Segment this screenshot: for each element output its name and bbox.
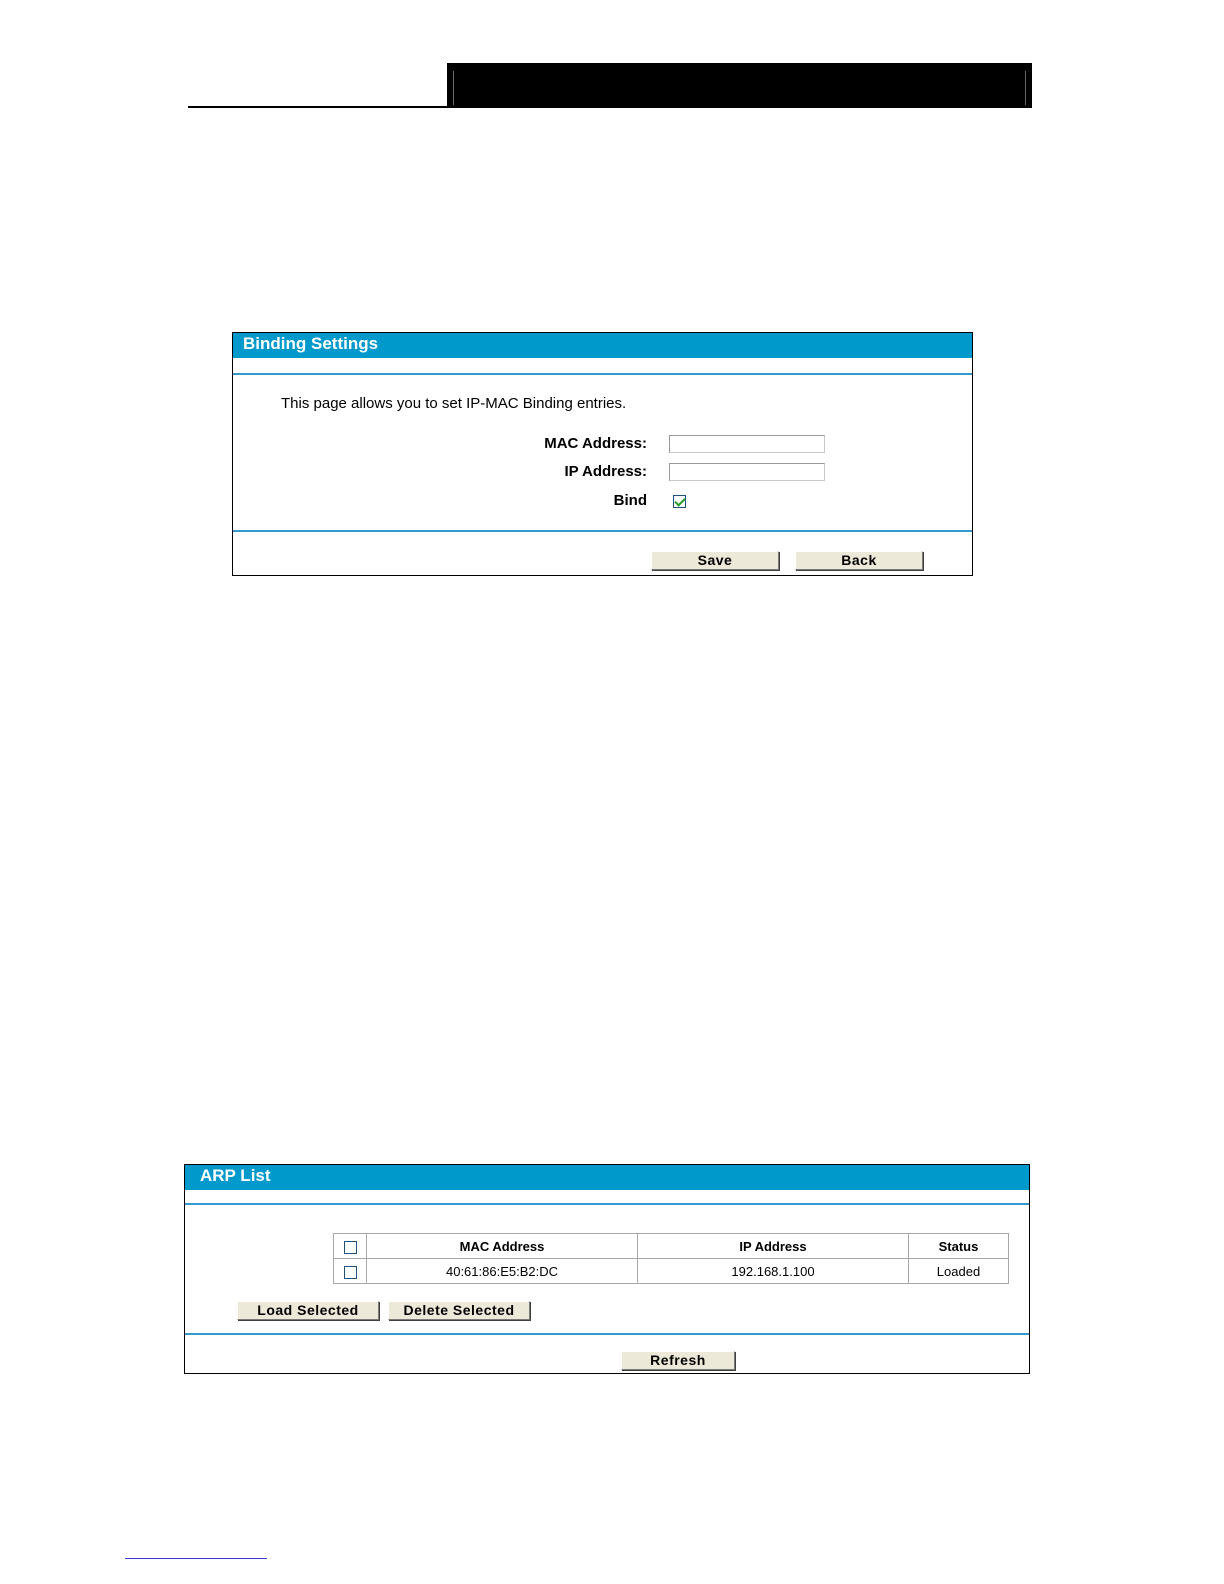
refresh-button[interactable]: Refresh [621, 1351, 735, 1370]
arp-table [333, 1233, 1009, 1284]
column-header-mac: MAC Address [367, 1234, 638, 1259]
binding-description: This page allows you to set IP-MAC Binding entries. [281, 395, 627, 412]
back-button[interactable]: Back [795, 551, 923, 570]
row-checkbox[interactable] [344, 1266, 357, 1279]
divider [233, 530, 972, 532]
mac-address-input[interactable] [669, 435, 825, 453]
table-row [334, 1259, 1009, 1284]
arp-list-title: ARP List [185, 1165, 1029, 1190]
footer-link-underline [125, 1558, 267, 1559]
page-header-rule [188, 106, 1032, 108]
save-button[interactable]: Save [651, 551, 779, 570]
binding-settings-title: Binding Settings [233, 333, 972, 358]
ip-address-cell: 192.168.1.100 [638, 1259, 909, 1284]
binding-settings-panel [232, 332, 973, 576]
status-cell: Loaded [909, 1259, 1009, 1284]
mac-address-label: MAC Address: [544, 435, 647, 452]
load-selected-button[interactable]: Load Selected [237, 1301, 379, 1320]
select-all-cell [334, 1234, 367, 1259]
bind-checkbox[interactable] [673, 495, 686, 508]
page-header-bar [447, 63, 1032, 108]
ip-address-label: IP Address: [564, 463, 647, 480]
column-header-status: Status [909, 1234, 1009, 1259]
mac-address-cell: 40:61:86:E5:B2:DC [367, 1259, 638, 1284]
table-header-row [334, 1234, 1009, 1259]
divider [185, 1203, 1029, 1205]
select-all-checkbox[interactable] [344, 1241, 357, 1254]
delete-selected-button[interactable]: Delete Selected [388, 1301, 530, 1320]
column-header-ip: IP Address [638, 1234, 909, 1259]
arp-list-panel [184, 1164, 1030, 1374]
ip-address-input[interactable] [669, 463, 825, 481]
divider [233, 373, 972, 375]
bind-label: Bind [613, 492, 647, 509]
row-select-cell [334, 1259, 367, 1284]
divider [185, 1333, 1029, 1335]
